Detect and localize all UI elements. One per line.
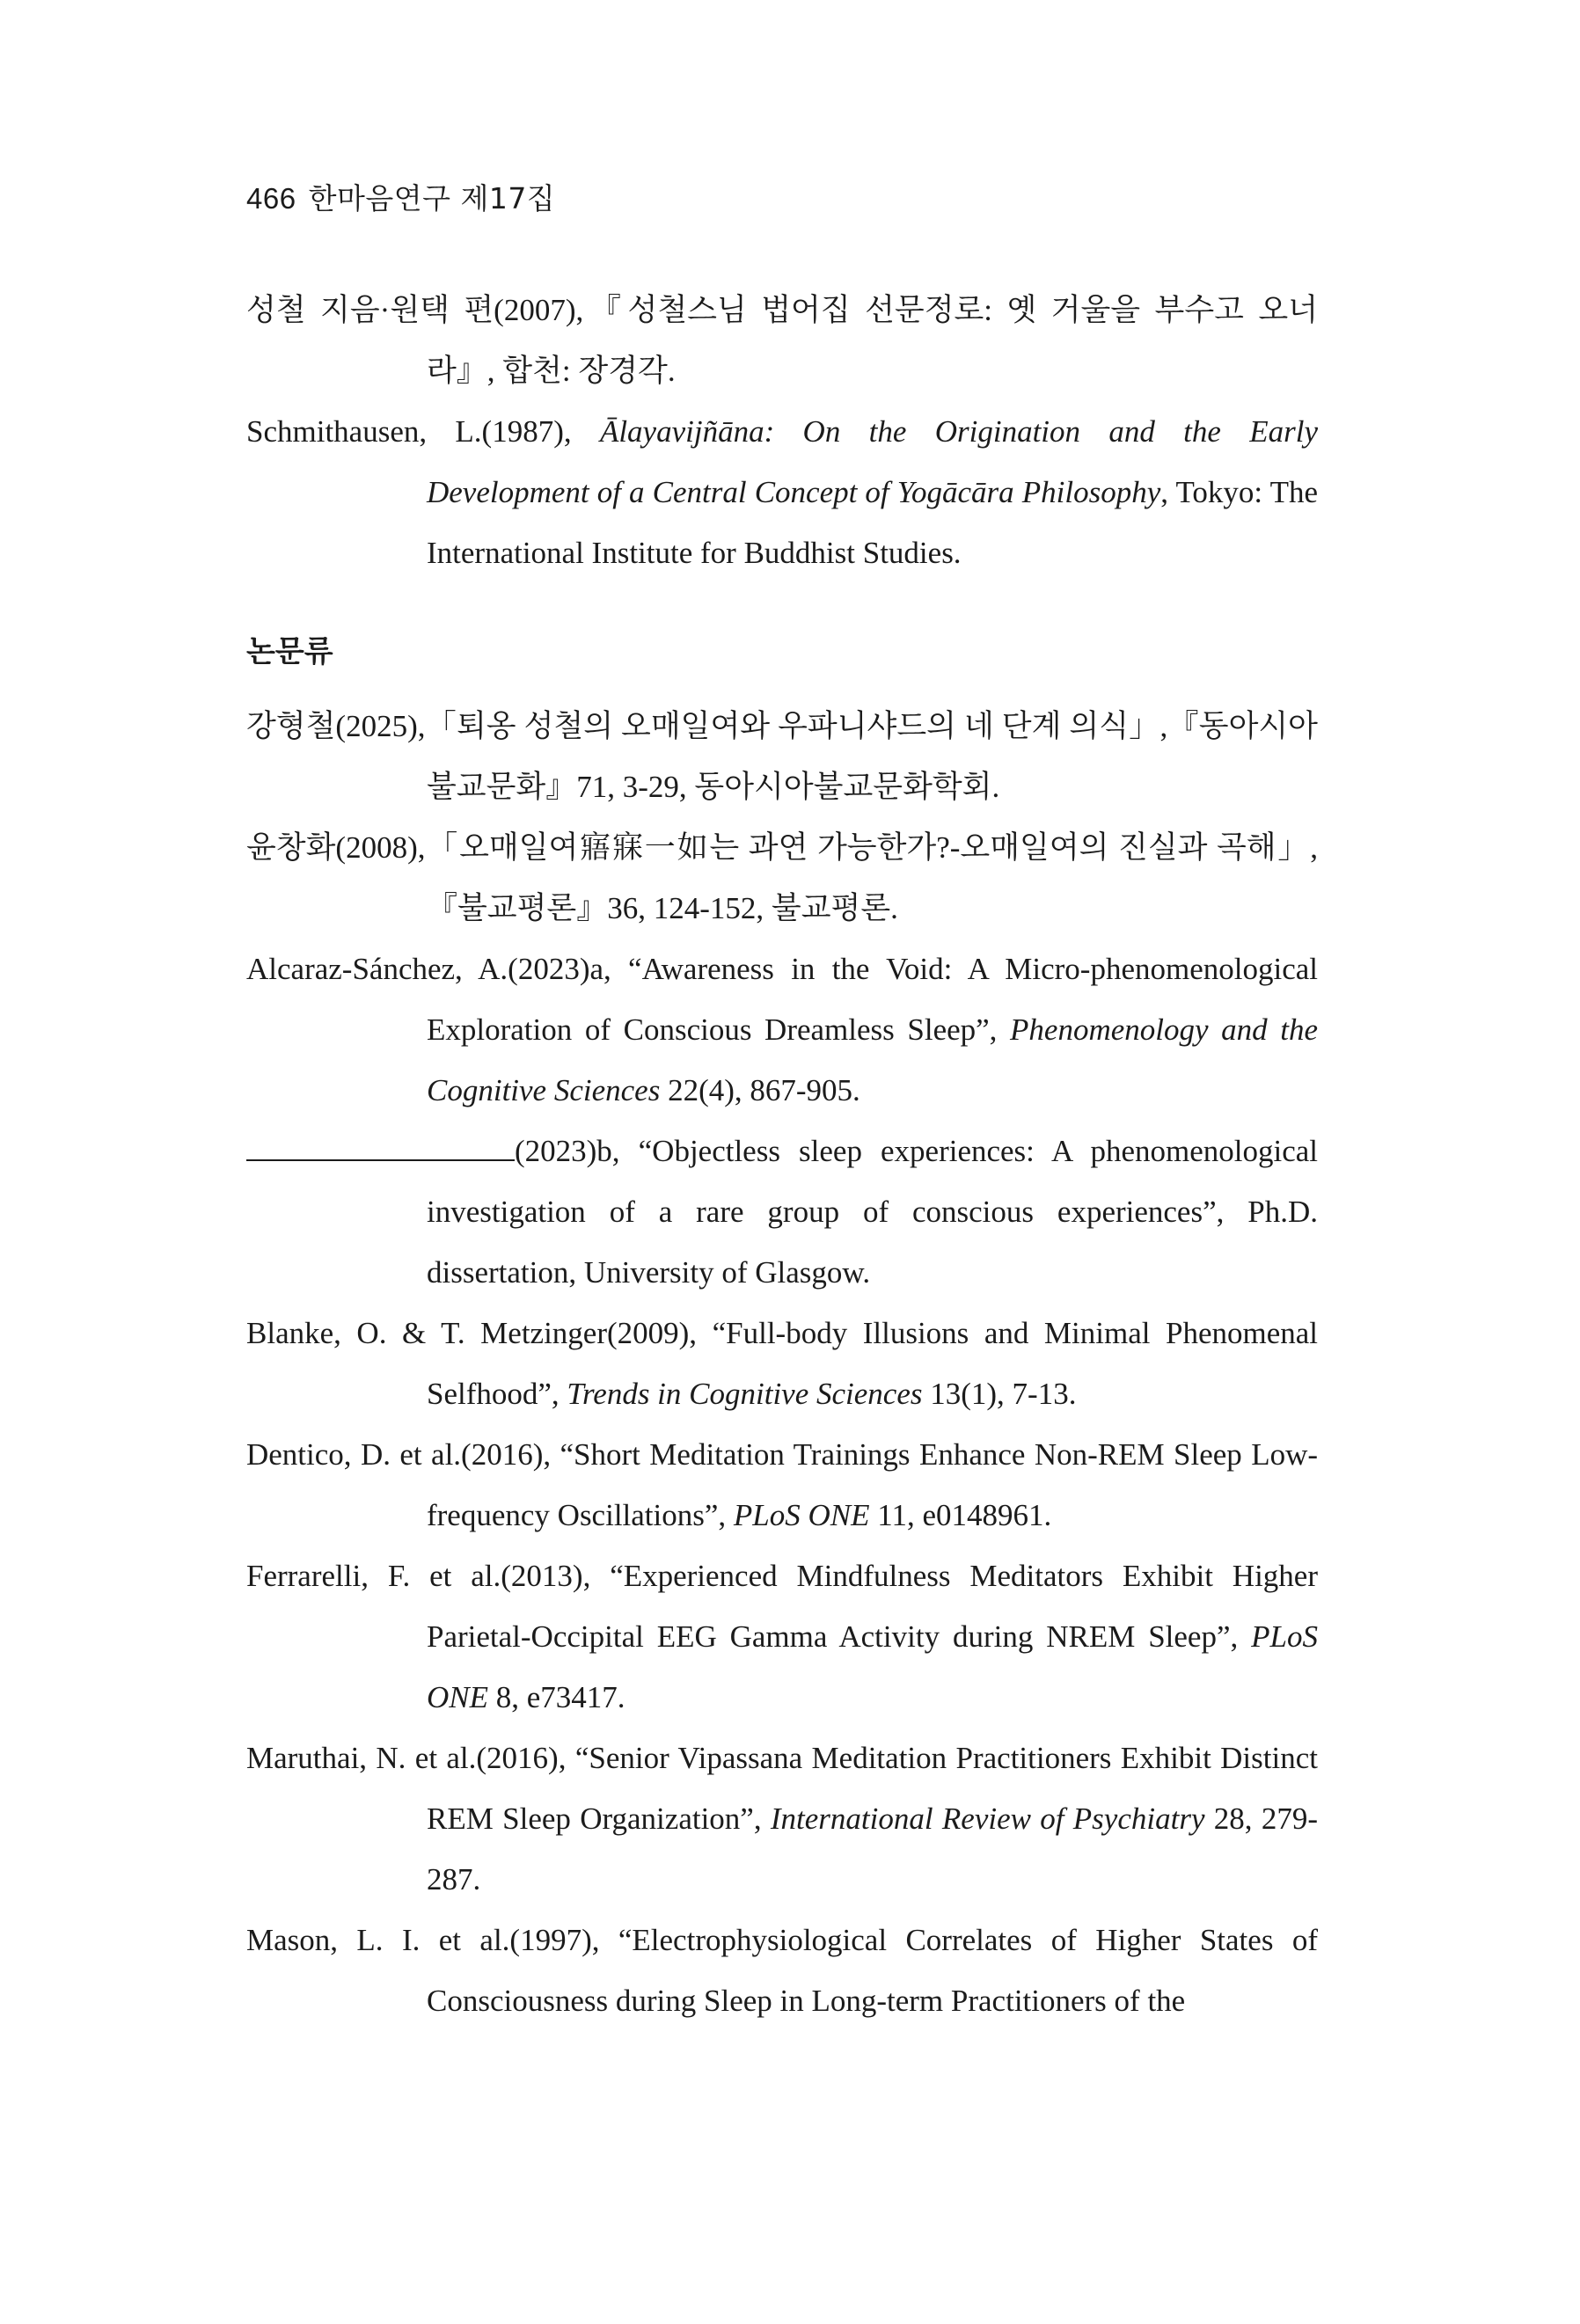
reference-source-title: PLoS ONE [427, 1619, 1318, 1714]
reference-entry [246, 1303, 1318, 1424]
reference-source-title: Phenomenology and the Cognitive Sciences [427, 1012, 1318, 1107]
reference-text: Ferrarelli, F. et al.(2013), “Experienced Mindfulness Meditators Exhibit Higher Parietal-Occipital EEG Gamma Activity during NREM Sleep”, [246, 1559, 1318, 1654]
reference-entry [246, 1424, 1318, 1546]
reference-text: Alcaraz-Sánchez, A.(2023)a, “Awareness in the Void: A Micro-phenomenological Exploration of Conscious Dreamless Sleep”, [246, 952, 1318, 1047]
journal-title: 한마음연구 제17집 [308, 181, 556, 216]
reference-text: 성철 지음·원택 편(2007),『성철스님 법어집 선문정로: 옛 거울을 부수고 오너라』, 합천: 장경각. [246, 293, 1318, 388]
reference-source-title: Ālayavijñāna: On the Origination and the Early Development of a Central Concept of Yogācāra Philosophy [427, 414, 1318, 509]
running-header [246, 176, 555, 217]
reference-text: Maruthai, N. et al.(2016), “Senior Vipassana Meditation Practitioners Exhibit Distinct REM Sleep Organization”, [246, 1741, 1318, 1836]
reference-text: 28, 279-287. [427, 1801, 1319, 1896]
reference-list [246, 280, 1318, 2031]
reference-source-title: International Review of Psychiatry [770, 1801, 1205, 1836]
reference-text: (2023)b, “Objectless sleep experiences: A phenomenological investigation of a rare group of conscious experiences”, Ph.D. dissertation, University of Glasgow. [427, 1134, 1318, 1290]
reference-text: , Tokyo: The International Institute for Buddhist Studies. [427, 475, 1318, 570]
reference-text: 22(4), 867-905. [660, 1073, 860, 1107]
reference-text: Blanke, O. & T. Metzinger(2009), “Full-body Illusions and Minimal Phenomenal Selfhood”, [246, 1316, 1318, 1411]
reference-entry [246, 280, 1318, 401]
reference-text: Schmithausen, L.(1987), [246, 414, 600, 449]
reference-text: 강형철(2025),「퇴옹 성철의 오매일여와 우파니샤드의 네 단계 의식」,『동아시아불교문화』71, 3-29, 동아시아불교문화학회. [246, 709, 1318, 804]
reference-text: 8, e73417. [488, 1680, 625, 1714]
reference-entry [246, 1728, 1318, 1910]
page-number: 466 [246, 182, 296, 215]
reference-entry [246, 1546, 1318, 1728]
reference-text: 윤창화(2008),「오매일여寤寐一如는 과연 가능한가?-오매일여의 진실과 곡해」,『불교평론』36, 124-152, 불교평론. [246, 830, 1318, 925]
section-heading: 논문류 [246, 634, 333, 669]
reference-text: Mason, L. I. et al.(1997), “Electrophysiological Correlates of Higher States of Consciousness during Sleep in Long-term Practitioners of the [246, 1923, 1318, 2018]
reference-source-title: Trends in Cognitive Sciences [567, 1377, 923, 1411]
reference-entry [246, 1121, 1318, 1303]
reference-entry [246, 1910, 1318, 2031]
reference-entry [246, 401, 1318, 583]
reference-source-title: PLoS ONE [733, 1498, 870, 1532]
reference-text: Dentico, D. et al.(2016), “Short Meditation Trainings Enhance Non-REM Sleep Low-frequency Oscillations”, [246, 1437, 1318, 1532]
reference-text: 11, e0148961. [869, 1498, 1052, 1532]
reference-entry [246, 696, 1318, 817]
same-author-rule [246, 1158, 515, 1161]
reference-text: 13(1), 7-13. [922, 1377, 1077, 1411]
reference-entry [246, 817, 1318, 939]
reference-entry [246, 939, 1318, 1121]
